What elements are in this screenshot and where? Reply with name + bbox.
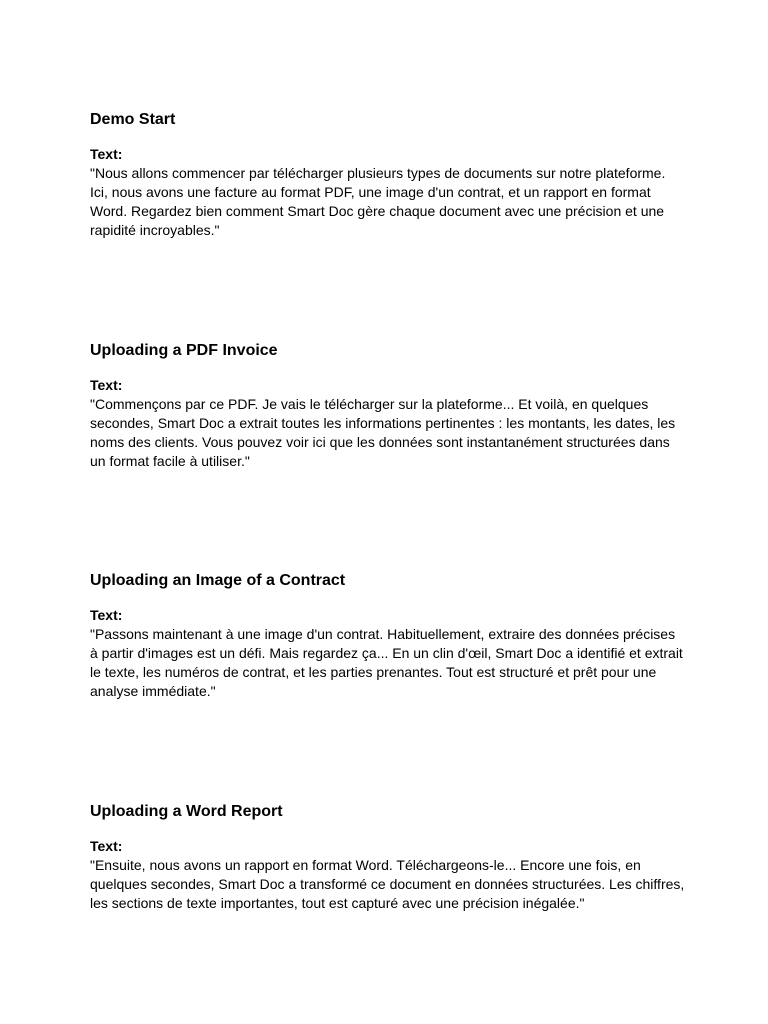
paragraph-line: "Nous allons commencer par télécharger plusieurs types de documents sur notre plateforme.: [90, 165, 666, 181]
paragraph-line: "Commençons par ce PDF. Je vais le télécharger sur la plateforme... Et voilà, en quelques: [90, 396, 649, 412]
section-contract-image: [90, 571, 690, 701]
section-heading: Uploading a PDF Invoice: [90, 342, 278, 359]
section-word-report: [90, 802, 690, 913]
section-demo-start: [90, 110, 690, 240]
paragraph-line: Word. Regardez bien comment Smart Doc gère chaque document avec une précision et une: [90, 203, 665, 219]
text-label: Text:: [90, 146, 123, 162]
paragraph-line: les sections de texte importantes, tout est capturé avec une précision inégalée.": [90, 895, 585, 911]
section-paragraph: [90, 164, 690, 240]
section-paragraph: [90, 856, 690, 913]
text-label: Text:: [90, 377, 123, 393]
paragraph-line: à partir d'images est un défi. Mais regardez ça... En un clin d'œil, Smart Doc a identifié et extrait: [90, 645, 683, 661]
section-paragraph: [90, 625, 690, 701]
paragraph-line: "Ensuite, nous avons un rapport en format Word. Téléchargeons-le... Encore une fois, en: [90, 857, 641, 873]
text-label: Text:: [90, 607, 123, 623]
paragraph-line: rapidité incroyables.": [90, 222, 220, 238]
text-label: Text:: [90, 838, 123, 854]
section-heading: Uploading a Word Report: [90, 803, 283, 820]
paragraph-line: noms des clients. Vous pouvez voir ici que les données sont instantanément structurées dans: [90, 434, 670, 450]
section-paragraph: [90, 395, 690, 471]
paragraph-line: quelques secondes, Smart Doc a transformé ce document en données structurées. Les chiffres,: [90, 876, 685, 892]
paragraph-line: analyse immédiate.": [90, 683, 216, 699]
section-heading: Demo Start: [90, 111, 176, 128]
paragraph-line: "Passons maintenant à une image d'un contrat. Habituellement, extraire des données précises: [90, 626, 676, 642]
paragraph-line: un format facile à utiliser.": [90, 453, 250, 469]
paragraph-line: le texte, les numéros de contrat, et les parties prenantes. Tout est structuré et prêt pour une: [90, 664, 657, 680]
section-heading: Uploading an Image of a Contract: [90, 572, 346, 589]
paragraph-line: secondes, Smart Doc a extrait toutes les informations pertinentes : les montants, les dates, les: [90, 415, 676, 431]
section-pdf-invoice: [90, 341, 690, 471]
paragraph-line: Ici, nous avons une facture au format PDF, une image d'un contrat, et un rapport en format: [90, 184, 651, 200]
